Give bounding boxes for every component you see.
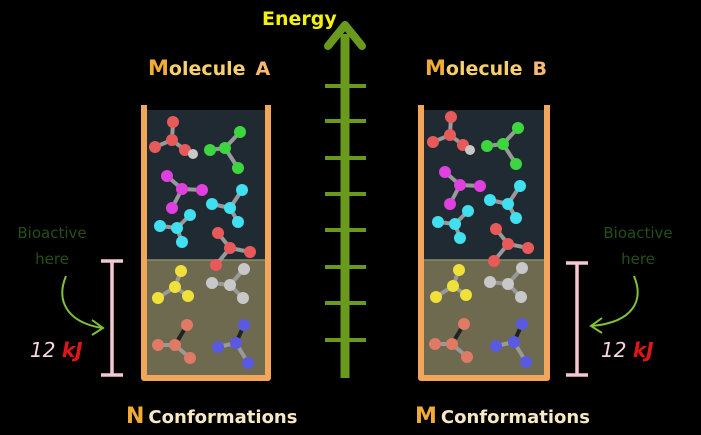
curved-arrow-icon	[62, 276, 103, 335]
molecule-b-title	[425, 56, 547, 80]
conformations-count-symbol: M	[415, 404, 437, 429]
bioactive-line-1: Bioactive	[17, 224, 87, 242]
molecule-b-bioactive-note	[598, 220, 678, 272]
conformations-count-symbol: N	[126, 404, 145, 429]
curved-arrow-icon	[591, 276, 638, 333]
molecule-b-letter: B	[532, 58, 548, 80]
bioactive-line-1: Bioactive	[603, 224, 673, 242]
molecule-a-energy-window	[30, 338, 83, 362]
energy-arrow-icon	[325, 25, 366, 378]
molecule-a-title-initial: M	[148, 56, 169, 80]
energy-window-unit: kJ	[632, 338, 654, 362]
energy-window-value: 12	[30, 338, 56, 362]
molecule-b-title-initial: M	[425, 56, 446, 80]
molecule-a-title-rest: olecule	[168, 58, 246, 80]
bioactive-line-2: here	[35, 250, 69, 268]
molecule-b-conformations-label	[415, 404, 590, 429]
bracket-icon	[101, 261, 123, 375]
molecule-a-title	[148, 56, 270, 80]
molecule-a-conformations-label	[126, 404, 297, 429]
bioactive-line-2: here	[621, 250, 655, 268]
energy-axis-label: Energy	[262, 8, 337, 30]
energy-window-value: 12	[601, 338, 627, 362]
conformations-word: Conformations	[440, 407, 590, 428]
energy-window-unit: kJ	[61, 338, 83, 362]
conformations-word: Conformations	[148, 407, 298, 428]
molecule-b-energy-window	[601, 338, 654, 362]
molecule-b-title-rest: olecule	[445, 58, 523, 80]
bracket-icon	[566, 263, 588, 375]
molecule-a-letter: A	[255, 58, 271, 80]
molecule-a-bioactive-note	[12, 220, 92, 272]
